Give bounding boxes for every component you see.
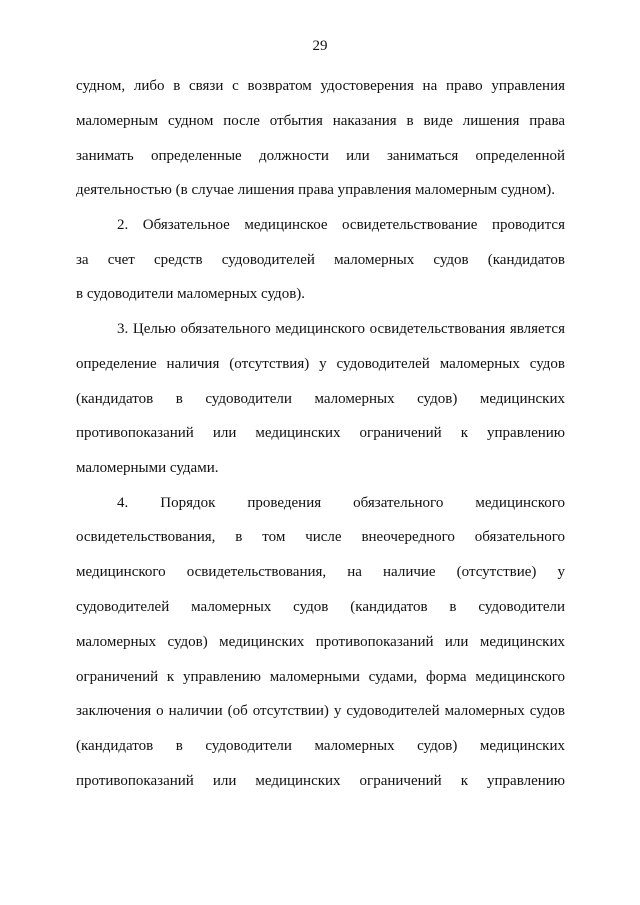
paragraph-4-line-6: ограничений к управлению маломерными судами, форма медицинского: [76, 669, 565, 685]
paragraph-4-line-2: освидетельствования, в том числе внеочередного обязательного: [76, 529, 565, 545]
paragraph-4-line-1: 4. Порядок проведения обязательного медицинского: [117, 495, 565, 511]
paragraph-4-line-9: противопоказаний или медицинских ограничений к управлению: [76, 773, 565, 789]
paragraph-2-line-2: за счет средств судоводителей маломерных судов (кандидатов: [76, 252, 565, 268]
text-line-3: занимать определенные должности или заниматься определенной: [76, 148, 565, 164]
text-line-1: судном, либо в связи с возвратом удостоверения на право управления: [76, 78, 565, 94]
paragraph-3-line-1: 3. Целью обязательного медицинского освидетельствования является: [117, 321, 565, 337]
page-number: 29: [312, 38, 328, 54]
paragraph-4-line-7: заключения о наличии (об отсутствии) у судоводителей маломерных судов: [76, 703, 565, 719]
paragraph-2-line-3: в судоводители маломерных судов).: [76, 286, 306, 302]
paragraph-4-line-5: маломерных судов) медицинских противопоказаний или медицинских: [76, 634, 565, 650]
text-line-4: деятельностью (в случае лишения права управления маломерным судном).: [76, 182, 556, 198]
paragraph-3-line-3: (кандидатов в судоводители маломерных судов) медицинских: [76, 391, 565, 407]
paragraph-3-line-2: определение наличия (отсутствия) у судоводителей маломерных судов: [76, 356, 565, 372]
text-line-2: маломерным судном после отбытия наказания в виде лишения права: [76, 113, 565, 129]
paragraph-4-line-4: судоводителей маломерных судов (кандидатов в судоводители: [76, 599, 565, 615]
paragraph-4-line-3: медицинского освидетельствования, на наличие (отсутствие) у: [76, 564, 565, 580]
paragraph-4-line-8: (кандидатов в судоводители маломерных судов) медицинских: [76, 738, 565, 754]
paragraph-3-line-4: противопоказаний или медицинских ограничений к управлению: [76, 425, 565, 441]
paragraph-2-line-1: 2. Обязательное медицинское освидетельствование проводится: [117, 217, 565, 233]
paragraph-3-line-5: маломерными судами.: [76, 460, 219, 476]
